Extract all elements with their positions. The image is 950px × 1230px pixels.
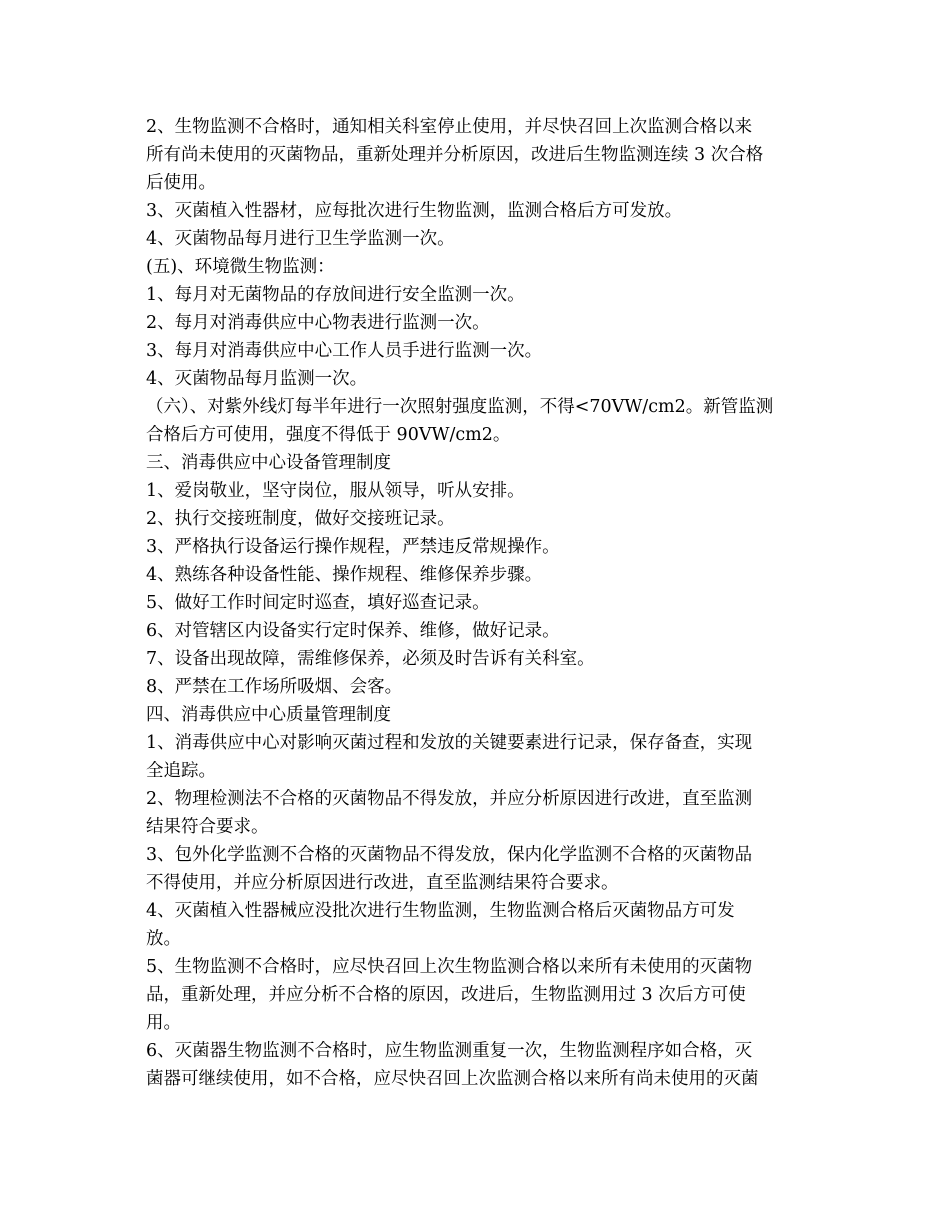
section-heading: 三、消毒供应中心设备管理制度 (146, 453, 391, 473)
text-line: 8、严禁在工作场所吸烟、会客。 (146, 677, 403, 697)
text-line: 2、每月对消毒供应中心物表进行监测一次。 (146, 313, 490, 333)
text-line: 后使用。 (146, 173, 216, 193)
text-line: 品，重新处理，并应分析不合格的原因，改进后，生物监测用过 3 次后方可使 (146, 985, 746, 1005)
section-heading: （六）、对紫外线灯每半年进行一次照射强度监测，不得<70VW/cm2。新管监测 (146, 397, 774, 417)
text-line: 4、灭菌植入性器械应没批次进行生物监测，生物监测合格后灭菌物品方可发 (146, 901, 735, 921)
text-line: 3、灭菌植入性器材，应每批次进行生物监测，监测合格后方可发放。 (146, 201, 683, 221)
document-body (146, 113, 810, 1093)
text-line: 1、每月对无菌物品的存放间进行安全监测一次。 (146, 285, 525, 305)
text-line: 3、严格执行设备运行操作规程，严禁违反常规操作。 (146, 537, 560, 557)
text-line: 4、熟练各种设备性能、操作规程、维修保养步骤。 (146, 565, 543, 585)
text-line: 5、生物监测不合格时，应尽快召回上次生物监测合格以来所有未使用的灭菌物 (146, 957, 753, 977)
text-line: 2、物理检测法不合格的灭菌物品不得发放，并应分析原因进行改进，直至监测 (146, 789, 753, 809)
text-line: 合格后方可使用，强度不得低于 90VW/cm2。 (146, 425, 511, 445)
text-line: 全追踪。 (146, 761, 216, 781)
text-line: 结果符合要求。 (146, 817, 269, 837)
section-heading: 四、消毒供应中心质量管理制度 (146, 705, 391, 725)
text-line: 6、灭菌器生物监测不合格时，应生物监测重复一次，生物监测程序如合格，灭 (146, 1041, 753, 1061)
text-line: 1、爱岗敬业，坚守岗位，服从领导，听从安排。 (146, 481, 525, 501)
text-line: 4、灭菌物品每月监测一次。 (146, 369, 368, 389)
section-heading: (五)、环境微生物监测： (146, 257, 335, 277)
text-line: 2、生物监测不合格时，通知相关科室停止使用，并尽快召回上次监测合格以来 (146, 117, 753, 137)
text-line: 所有尚未使用的灭菌物品，重新处理并分析原因，改进后生物监测连续 3 次合格 (146, 145, 764, 165)
text-line: 2、执行交接班制度，做好交接班记录。 (146, 509, 455, 529)
text-line: 放。 (146, 929, 181, 949)
text-line: 不得使用，并应分析原因进行改进，直至监测结果符合要求。 (146, 873, 619, 893)
text-line: 菌器可继续使用，如不合格，应尽快召回上次监测合格以来所有尚未使用的灭菌 (146, 1069, 759, 1089)
text-line: 6、对管辖区内设备实行定时保养、维修，做好记录。 (146, 621, 560, 641)
text-line: 1、消毒供应中心对影响灭菌过程和发放的关键要素进行记录，保存备查，实现 (146, 733, 753, 753)
text-line: 5、做好工作时间定时巡查，填好巡查记录。 (146, 593, 490, 613)
text-line: 用。 (146, 1013, 181, 1033)
text-line: 3、每月对消毒供应中心工作人员手进行监测一次。 (146, 341, 543, 361)
text-line: 3、包外化学监测不合格的灭菌物品不得发放，保内化学监测不合格的灭菌物品 (146, 845, 753, 865)
text-line: 4、灭菌物品每月进行卫生学监测一次。 (146, 229, 455, 249)
text-line: 7、设备出现故障，需维修保养，必须及时告诉有关科室。 (146, 649, 595, 669)
